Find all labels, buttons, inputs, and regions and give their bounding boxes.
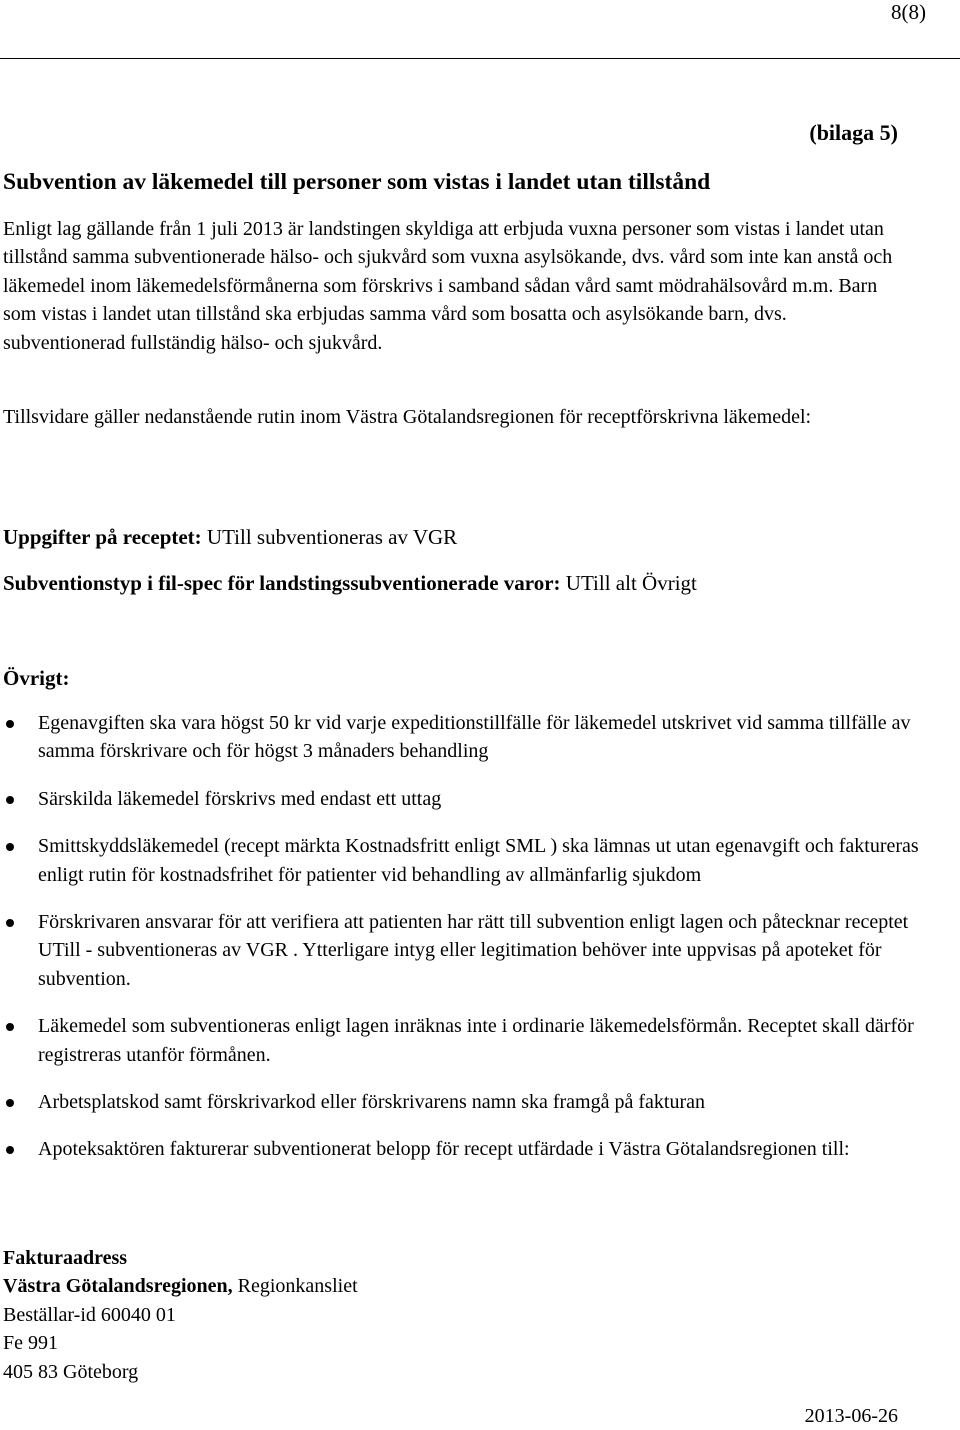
other-bullet-list xyxy=(0,709,930,1183)
bullet-icon xyxy=(6,843,14,851)
invoice-address xyxy=(3,1244,358,1386)
invoice-order-id: Beställar-id 60040 01 xyxy=(3,1303,176,1326)
invoice-org-name: Västra Götalandsregionen, xyxy=(3,1275,233,1298)
bullet-icon xyxy=(6,919,14,927)
subsidy-type-line xyxy=(3,569,697,597)
bullet-icon xyxy=(6,720,14,728)
bullet-icon xyxy=(6,1146,14,1154)
list-item: Egenavgiften ska vara högst 50 kr vid varje expeditionstillfälle för läkemedel utskrivet vid samma tillfälle av samma förskrivare och för högst 3 månaders behandling xyxy=(0,709,930,766)
bullet-icon xyxy=(6,796,14,804)
subsidy-type-label: Subventionstyp i fil-spec för landstingssubventionerade varor: xyxy=(3,571,561,595)
routine-paragraph: Tillsvidare gäller nedanstående rutin inom Västra Götalandsregionen för receptförskrivna läkemedel: xyxy=(3,406,812,428)
list-item: Läkemedel som subventioneras enligt lagen inräknas inte i ordinarie läkemedelsförmån. Receptet skall därför registreras utanför förmånen. xyxy=(0,1012,930,1069)
invoice-address-heading: Fakturaadress xyxy=(3,1247,128,1269)
page-number: 8(8) xyxy=(891,0,926,24)
document-date: 2013-06-26 xyxy=(804,1405,898,1427)
invoice-box: Fe 991 xyxy=(3,1332,58,1355)
list-item: Särskilda läkemedel förskrivs med endast ett uttag xyxy=(0,785,930,813)
annex-label: (bilaga 5) xyxy=(809,120,898,145)
prescription-info-label: Uppgifter på receptet: xyxy=(3,525,202,549)
list-item: Smittskyddsläkemedel (recept märkta Kostnadsfritt enligt SML ) ska lämnas ut utan egenavgift och faktureras enligt rutin för kostnadsfrihet för patienter vid behandling av allmänfarlig sjukdom xyxy=(0,832,930,889)
invoice-city: 405 83 Göteborg xyxy=(3,1360,139,1383)
document-title: Subvention av läkemedel till personer som vistas i landet utan tillstånd xyxy=(3,169,711,195)
prescription-info-line xyxy=(3,523,457,551)
subsidy-type-value: UTill alt Övrigt xyxy=(565,571,697,595)
prescription-info-value: UTill subventioneras av VGR xyxy=(206,525,458,549)
list-item: Arbetsplatskod samt förskrivarkod eller förskrivarens namn ska framgå på fakturan xyxy=(0,1088,930,1116)
bullet-icon xyxy=(6,1099,14,1107)
list-item: Apoteksaktören fakturerar subventionerat belopp för recept utfärdade i Västra Götalandsregionen till: xyxy=(0,1135,930,1163)
list-item: Förskrivaren ansvarar för att verifiera att patienten har rätt till subvention enligt lagen och påtecknar receptet UTill - subventioneras av VGR . Ytterligare intyg eller legitimation behöver inte uppvisas på apoteket för subvention. xyxy=(0,908,930,993)
other-heading: Övrigt: xyxy=(3,666,70,690)
bullet-icon xyxy=(6,1023,14,1031)
intro-paragraph: Enligt lag gällande från 1 juli 2013 är landstingen skyldiga att erbjuda vuxna personer som vistas i landet utan tillstånd samma subventionerade hälso- och sjukvård som vuxna asylsökande, dvs. vård som inte kan anstå och läkemedel inom läkemedelsförmånerna som förskrivs i samband sådan vård samt mödrahälsovård m.m. Barn som vistas i landet utan tillstånd ska erbjudas samma vård som bosatta och asylsökande barn, dvs. subventionerad fullständig hälso- och sjukvård. xyxy=(3,218,893,354)
invoice-org-unit: Regionkansliet xyxy=(232,1275,358,1298)
header-divider xyxy=(0,58,960,59)
